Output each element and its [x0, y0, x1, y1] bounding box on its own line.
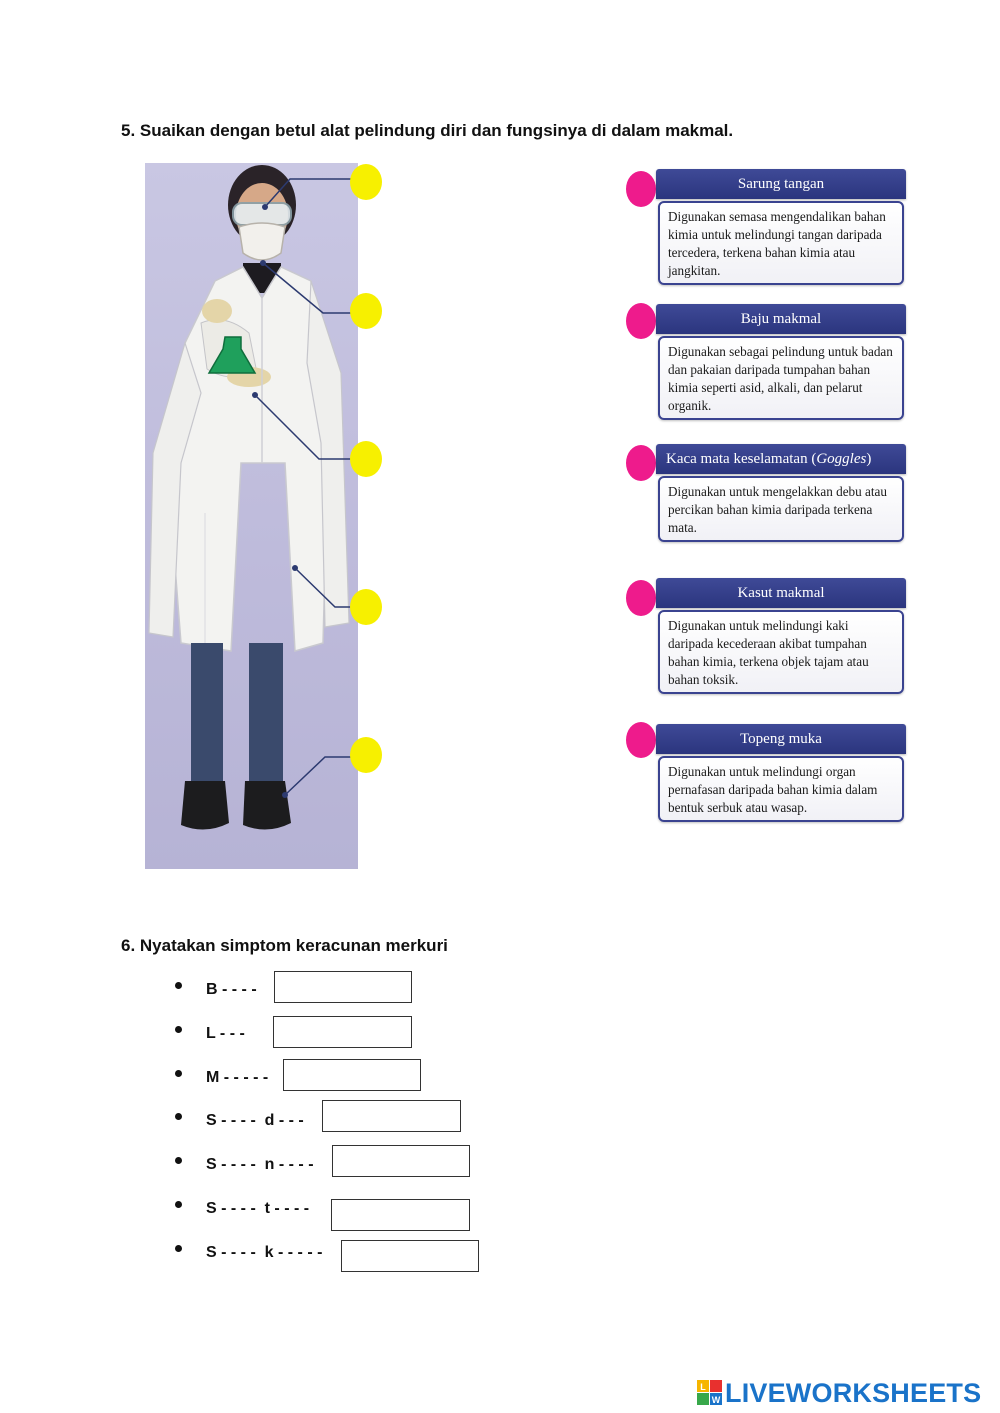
answer-input-5[interactable] [332, 1145, 470, 1177]
question-6-title: 6. Nyatakan simptom keracunan merkuri [121, 936, 448, 955]
card-topeng-muka [656, 724, 906, 822]
match-point-mask[interactable] [350, 293, 382, 329]
card-sarung-tangan [656, 169, 906, 285]
answer-hint: S - - - - k - - - - - [206, 1244, 323, 1261]
card-kaca-mata-keselamatan [656, 444, 906, 542]
card-baju-makmal [656, 304, 906, 420]
bullet-icon [175, 982, 182, 989]
match-point-card-kaca-mata[interactable] [626, 445, 656, 481]
answer-hint: B - - - - [206, 981, 257, 998]
answer-input-2[interactable] [273, 1016, 412, 1048]
answer-hint: S - - - - d - - - [206, 1112, 304, 1129]
bullet-icon [175, 1201, 182, 1208]
card-heading: Kasut makmal [656, 578, 906, 608]
bullet-icon [175, 1157, 182, 1164]
bullet-icon [175, 1070, 182, 1077]
match-point-card-topeng-muka[interactable] [626, 722, 656, 758]
card-description: Digunakan untuk melindungi organ pernafasan daripada bahan kimia dalam bentuk serbuk atau wasap. [658, 756, 904, 822]
answer-input-3[interactable] [283, 1059, 421, 1091]
match-point-goggles[interactable] [350, 164, 382, 200]
card-heading: Baju makmal [656, 304, 906, 334]
card-heading: Sarung tangan [656, 169, 906, 199]
answer-input-1[interactable] [274, 971, 412, 1003]
card-description: Digunakan sebagai pelindung untuk badan dan pakaian daripada tumpahan bahan kimia seperti asid, alkali, dan pelarut organik. [658, 336, 904, 420]
card-heading-end: ) [866, 450, 872, 467]
list-item [0, 973, 600, 1007]
card-description: Digunakan untuk mengelakkan debu atau percikan bahan kimia daripada terkena mata. [658, 476, 904, 542]
match-point-shoes[interactable] [350, 737, 382, 773]
list-item [0, 1017, 600, 1051]
logo-badge-letter: W [711, 1395, 721, 1405]
list-item [0, 1192, 600, 1226]
answer-input-6[interactable] [331, 1199, 470, 1231]
card-description: Digunakan semasa mengendalikan bahan kimia untuk melindungi tangan daripada tercedera, terkena bahan kimia atau jangkitan. [658, 201, 904, 285]
match-point-gloves[interactable] [350, 441, 382, 477]
answer-input-4[interactable] [322, 1100, 461, 1132]
student-illustration [145, 163, 358, 869]
answer-hint: M - - - - - [206, 1069, 269, 1086]
list-item [0, 1061, 600, 1095]
match-point-card-kasut-makmal[interactable] [626, 580, 656, 616]
answer-hint: S - - - - t - - - - [206, 1200, 310, 1217]
answer-hint: S - - - - n - - - - [206, 1156, 314, 1173]
logo-text: LIVEWORKSHEETS [725, 1377, 982, 1408]
card-description: Digunakan untuk melindungi kaki daripada kecederaan akibat tumpahan bahan kimia, terkena objek tajam atau bahan toksik. [658, 610, 904, 694]
liveworksheets-logo [697, 1378, 981, 1408]
answer-hint: L - - - [206, 1025, 245, 1042]
bullet-icon [175, 1026, 182, 1033]
list-item [0, 1104, 600, 1138]
answer-input-7[interactable] [341, 1240, 479, 1272]
match-point-card-sarung-tangan[interactable] [626, 171, 656, 207]
match-point-card-baju-makmal[interactable] [626, 303, 656, 339]
card-kasut-makmal [656, 578, 906, 694]
bullet-icon [175, 1245, 182, 1252]
list-item [0, 1236, 600, 1270]
question-5-title: 5. Suaikan dengan betul alat pelindung diri dan fungsinya di dalam makmal. [121, 121, 734, 140]
card-heading-italic: Goggles [816, 450, 867, 467]
logo-badge-letter: L [700, 1382, 706, 1392]
card-heading-main: Kaca mata keselamatan ( [666, 450, 817, 467]
card-heading: Topeng muka [656, 724, 906, 754]
list-item [0, 1148, 600, 1182]
student-lab-figure [145, 163, 358, 869]
bullet-icon [175, 1113, 182, 1120]
logo-badge-icon [697, 1380, 723, 1406]
card-heading [656, 444, 906, 474]
match-point-lab-coat[interactable] [350, 589, 382, 625]
